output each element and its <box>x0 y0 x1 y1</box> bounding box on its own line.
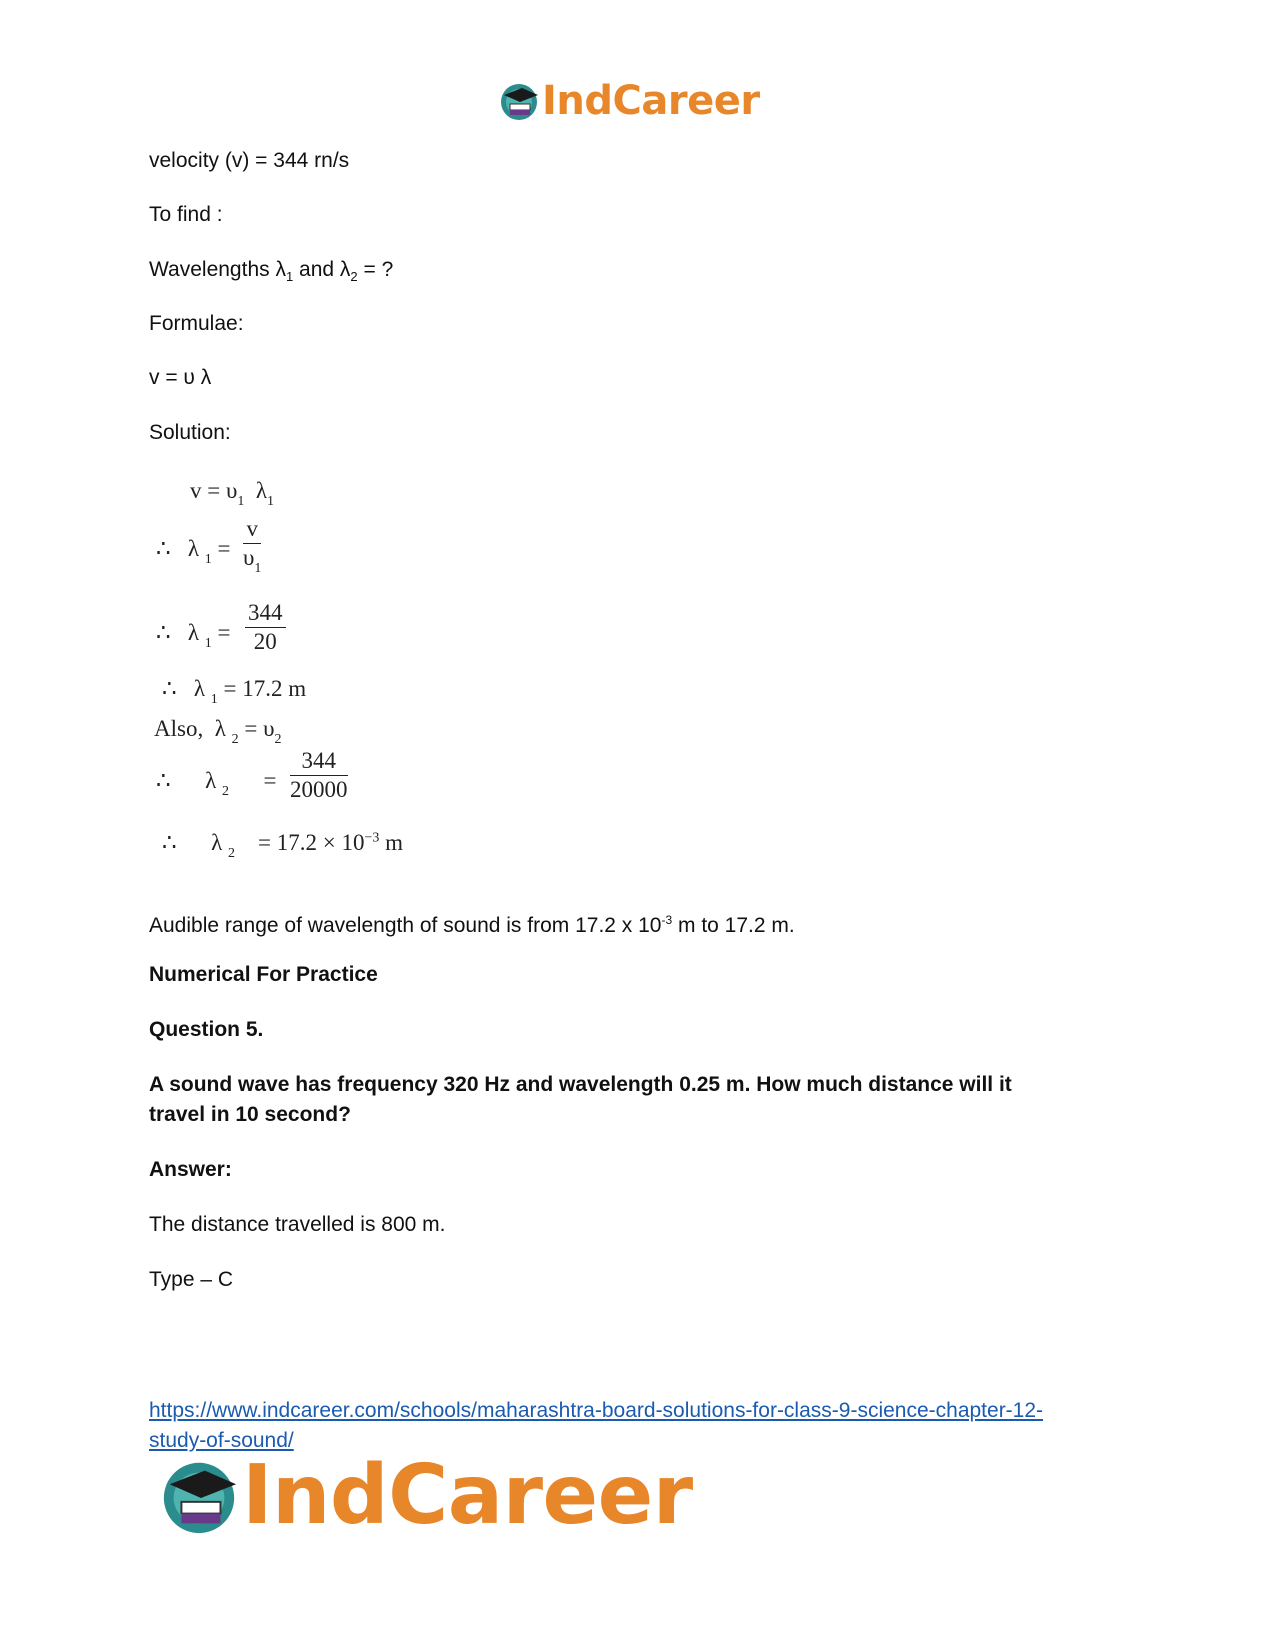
fraction-numerator: 344 <box>290 748 348 776</box>
therefore-symbol: ∴ <box>156 536 171 561</box>
audible-range-line <box>149 905 795 941</box>
question-text-line-1: A sound wave has frequency 320 Hz and wavelength 0.25 m. How much distance will it <box>149 1073 1012 1096</box>
result-1: = 17.2 m <box>223 676 307 701</box>
answer-label: Answer: <box>149 1158 232 1181</box>
lambda-symbol: λ <box>205 768 217 793</box>
equals-sign: = <box>217 536 231 561</box>
equation-v-equals <box>190 478 275 509</box>
to-find-line: To find : <box>149 203 223 226</box>
fraction-denominator <box>243 544 262 576</box>
solution-label: Solution: <box>149 421 231 444</box>
logo-text: IndCareer <box>542 78 760 124</box>
wavelengths-sub-2: 2 <box>350 269 358 285</box>
eq1-lambda: λ <box>255 478 268 503</box>
fraction-344-over-20 <box>245 600 286 655</box>
fraction-v-over-u1 <box>243 516 262 576</box>
fraction-numerator: v <box>243 516 261 544</box>
wavelengths-text-a: Wavelengths λ <box>149 258 286 281</box>
fraction-numerator: 344 <box>245 600 286 628</box>
fraction-denominator: 20 <box>253 629 277 654</box>
lambda-sub: 1 <box>204 552 212 567</box>
graduation-book-icon <box>158 1455 240 1537</box>
source-link[interactable] <box>149 1396 1149 1456</box>
answer-text: The distance travelled is 800 m. <box>149 1213 446 1236</box>
lambda-sub: 1 <box>204 636 212 651</box>
result-2-exp: −3 <box>364 830 380 846</box>
equation-also <box>154 716 282 747</box>
eq1-sub2: 1 <box>267 494 275 509</box>
audible-text-b: m to 17.2 m. <box>672 914 795 937</box>
question-text-line-2: travel in 10 second? <box>149 1103 351 1126</box>
equation-lambda1-344-20 <box>156 620 231 651</box>
equation-lambda2-result <box>162 830 404 861</box>
equation-lambda2-fraction <box>156 768 277 799</box>
footer-logo <box>158 1448 693 1543</box>
therefore-symbol: ∴ <box>162 676 177 701</box>
formula-line: v = υ λ <box>149 366 212 389</box>
result-2-a: = 17.2 × 10 <box>258 830 365 855</box>
lambda-sub: 1 <box>210 692 218 707</box>
audible-text-a: Audible range of wavelength of sound is from 17.2 x 10 <box>149 914 662 937</box>
fraction-344-over-20000 <box>290 748 348 803</box>
den-sub: 1 <box>254 561 262 576</box>
lambda-sub: 2 <box>222 784 230 799</box>
wavelengths-sub-1: 1 <box>285 269 294 285</box>
den-upsilon: υ <box>243 545 255 570</box>
therefore-symbol: ∴ <box>156 768 171 793</box>
source-link-line-2[interactable]: study-of-sound/ <box>149 1429 294 1452</box>
upsilon-sub: 2 <box>274 732 282 747</box>
header-logo <box>498 78 760 124</box>
wavelengths-text-b: and λ <box>293 258 351 281</box>
practice-heading: Numerical For Practice <box>149 963 378 986</box>
wavelengths-text-c: = ? <box>357 258 394 281</box>
eq1-left: v = υ <box>190 478 238 503</box>
therefore-symbol: ∴ <box>156 620 171 645</box>
equation-lambda1-result <box>162 676 307 707</box>
result-2-b: m <box>379 830 404 855</box>
lambda-symbol: λ <box>214 716 226 741</box>
source-link-line-1[interactable]: https://www.indcareer.com/schools/maharashtra-board-solutions-for-class-9-science-chapter-12- <box>149 1399 1044 1422</box>
lambda-symbol: λ <box>187 536 200 561</box>
audible-exponent: -3 <box>661 913 673 927</box>
equals-sign: = <box>217 620 231 645</box>
lambda-symbol: λ <box>211 830 223 855</box>
also-rhs: = υ <box>244 716 275 741</box>
fraction-denominator: 20000 <box>290 777 348 802</box>
velocity-line: velocity (v) = 344 rn/s <box>149 149 350 172</box>
solution-math-block <box>150 470 450 890</box>
type-text: Type – C <box>149 1268 234 1291</box>
graduation-book-icon <box>498 80 540 122</box>
lambda-symbol: λ <box>187 620 200 645</box>
wavelengths-line <box>149 255 393 292</box>
lambda-sub: 2 <box>231 732 239 747</box>
lambda-sub: 2 <box>228 846 236 861</box>
eq1-sub1: 1 <box>237 494 245 509</box>
logo-text: IndCareer <box>242 1448 693 1543</box>
equation-lambda1-fraction <box>156 536 231 567</box>
also-text: Also, <box>154 716 204 741</box>
question-label: Question 5. <box>149 1018 264 1041</box>
equals-sign: = <box>263 768 277 793</box>
formulae-label: Formulae: <box>149 312 244 335</box>
lambda-symbol: λ <box>193 676 206 701</box>
therefore-symbol: ∴ <box>162 830 177 855</box>
